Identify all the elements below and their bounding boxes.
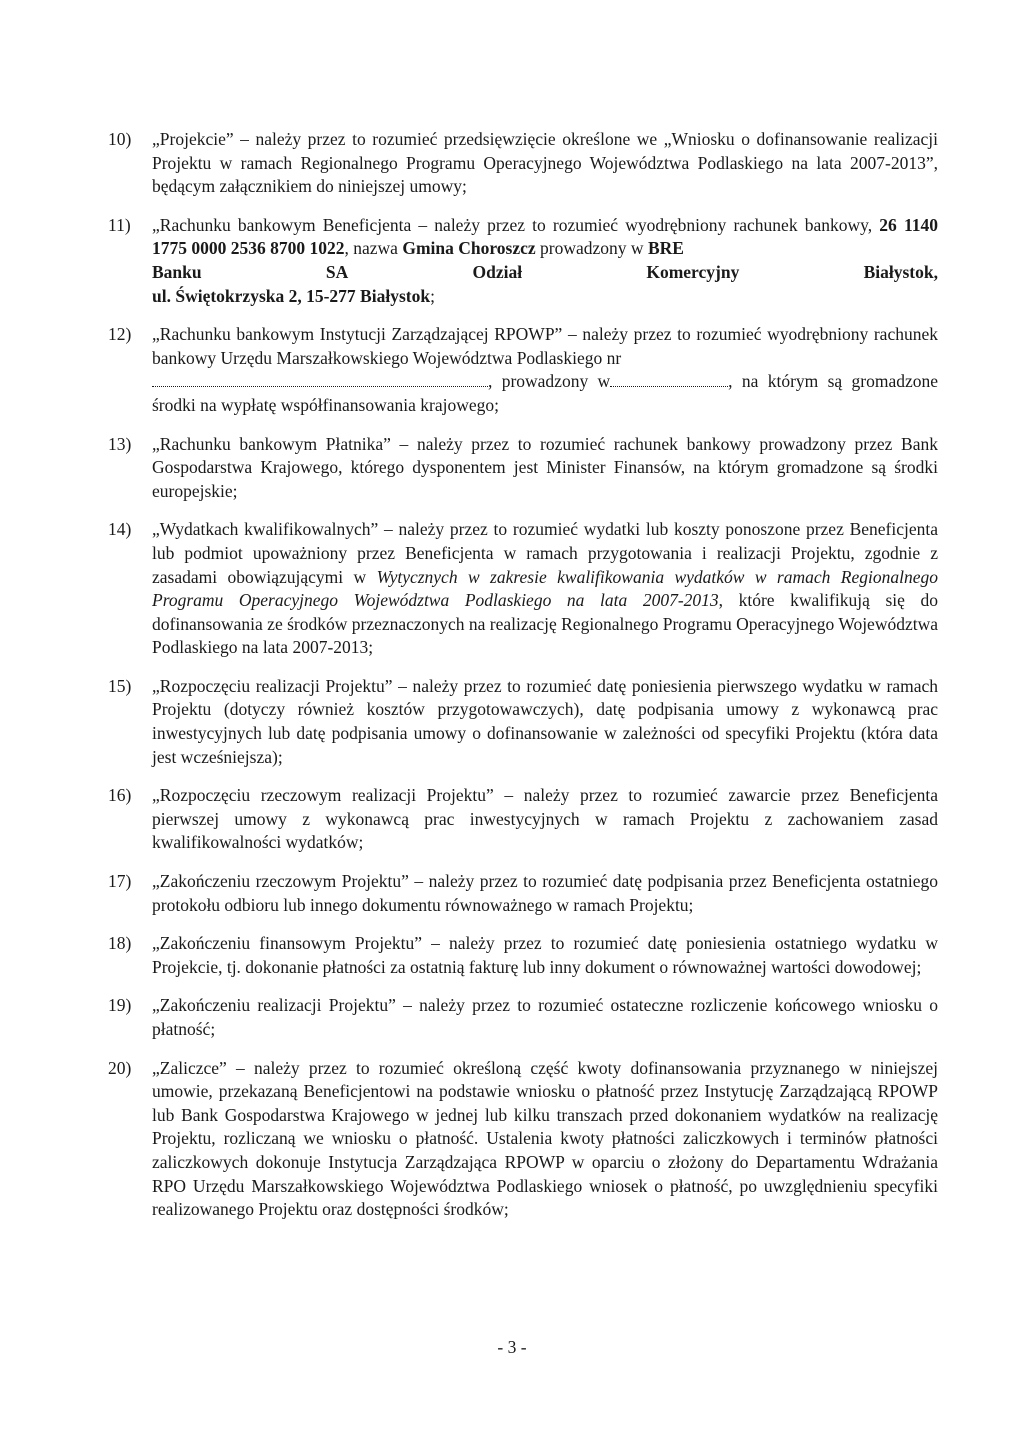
- item-text: „Projekcie” – należy przez to rozumieć przedsięwzięcie określone we „Wniosku o dofinansowanie realizacji Projektu w ramach Regionalnego Programu Operacyjnego Województwa Podlaskiego na lata 2007-2013”, będącym załącznikiem do niniejszej umowy;: [152, 129, 938, 197]
- item-number: 13): [108, 433, 132, 454]
- item-text-part: , nazwa: [344, 238, 403, 259]
- definition-item-11: [108, 214, 938, 308]
- definition-item-20: [108, 1057, 938, 1222]
- bank-address: ul. Świętokrzyska 2, 15-277 Białystok: [152, 285, 431, 306]
- item-text: „Rozpoczęciu rzeczowym realizacji Projektu” – należy przez to rozumieć zawarcie przez Beneficjenta pierwszej umowy z wykonawcą prac inwestycyjnych w ramach Projektu z zachowaniem zasad kwalifikowalności wydatków;: [152, 785, 938, 853]
- item-text: „Zakończeniu realizacji Projektu” – należy przez to rozumieć ostateczne rozliczenie końcowego wniosku o płatność;: [152, 995, 938, 1039]
- item-text-part: „Rachunku bankowym Beneficjenta – należy przez to rozumieć wyodrębniony rachunek bankowy,: [152, 214, 880, 235]
- item-text-part: , które kwalifikują się do dofinansowania ze środków przeznaczonych na realizację Regionalnego Programu Operacyjnego Województwa Podlaskiego na lata 2007-2013;: [152, 590, 938, 658]
- definition-item-12: [108, 323, 938, 417]
- item-text-part: , na którym są gromadzone środki na wypłatę współfinansowania krajowego;: [152, 371, 938, 415]
- item-text: „Rachunku bankowym Płatnika” – należy przez to rozumieć rachunek bankowy prowadzony przez Bank Gospodarstwa Krajowego, którego dysponentem jest Minister Finansów, na którym gromadzone są środki europejskie;: [152, 433, 938, 501]
- bank-name-first-word: BRE: [647, 238, 684, 259]
- definition-item-15: [108, 675, 938, 769]
- item-text: [152, 323, 938, 417]
- bank-name-line: [152, 261, 938, 285]
- definition-item-19: [108, 994, 938, 1041]
- item-text: [152, 214, 938, 261]
- definition-item-13: [108, 433, 938, 504]
- item-number: 20): [108, 1057, 132, 1078]
- guidelines-title: Wytycznych w zakresie kwalifikowania wydatków w ramach Regionalnego Programu Operacyjnego Województwa Podlaskiego na lata 2007-2013: [152, 566, 938, 611]
- item-text-part: „Rachunku bankowym Instytucji Zarządzającej RPOWP” – należy przez to rozumieć wyodrębniony rachunek bankowy Urzędu Marszałkowskiego Województwa Podlaskiego nr: [152, 324, 938, 368]
- item-number: 17): [108, 871, 132, 892]
- bank-word: Odział: [472, 261, 523, 282]
- item-number: 11): [108, 214, 131, 235]
- item-text-part: ;: [430, 285, 435, 306]
- blank-account-field: [152, 372, 488, 387]
- blank-bank-field: [610, 372, 728, 387]
- item-number: 19): [108, 995, 132, 1016]
- definition-item-14: [108, 518, 938, 660]
- definitions-list: [108, 128, 938, 1237]
- item-text-part: , prowadzony w: [488, 371, 611, 392]
- item-text: „Zakończeniu finansowym Projektu” – należy przez to rozumieć datę poniesienia ostatniego wydatku w Projekcie, tj. dokonanie płatności za ostatnią fakturę lub inny dokument o równoważnej wartości dowodowej;: [152, 933, 938, 977]
- item-number: 16): [108, 785, 132, 806]
- item-number: 15): [108, 675, 132, 696]
- beneficiary-name: Gmina Choroszcz: [402, 238, 536, 259]
- item-number: 10): [108, 129, 132, 149]
- item-text: „Zaliczce” – należy przez to rozumieć określoną część kwoty dofinansowania przyznanego w niniejszej umowie, przekazaną Beneficjentowi na podstawie wniosku o płatność przez Instytucję Zarządzającą RPOWP lub Bank Gospodarstwa Krajowego w jednej lub kilku transzach przed dokonaniem wydatków na realizację Projektu, rozliczaną we wniosku o płatność. Ustalenia kwoty płatności zaliczkowych i terminów płatności zaliczkowych dokonuje Instytucja Zarządzająca RPOWP w oparciu o złożony do Departamentu Wdrażania RPO Urzędu Marszałkowskiego Województwa Podlaskiego wniosek o płatność, po uwzględnieniu specyfiki realizowanego Projektu oraz dostępności środków;: [152, 1057, 938, 1220]
- item-text-part: prowadzony w: [535, 238, 648, 259]
- definition-item-10: [108, 128, 938, 199]
- page-number: - 3 -: [497, 1337, 527, 1357]
- definition-item-17: [108, 870, 938, 917]
- bank-word: Banku: [152, 261, 202, 282]
- item-text: „Zakończeniu rzeczowym Projektu” – należy przez to rozumieć datę podpisania przez Beneficjenta ostatniego protokołu odbioru lub innego dokumentu równoważnego w ramach Projektu;: [152, 871, 938, 915]
- definition-item-16: [108, 784, 938, 855]
- item-number: 12): [108, 324, 132, 345]
- bank-account-number: 26 1140 1775 0000 2536 8700 1022: [152, 214, 938, 259]
- item-text: [152, 518, 938, 660]
- item-number: 14): [108, 519, 132, 540]
- item-number: 18): [108, 933, 132, 954]
- item-text-part: „Wydatkach kwalifikowalnych” – należy przez to rozumieć wydatki lub koszty ponoszone przez Beneficjenta lub podmiot upoważniony przez Beneficjenta w ramach przygotowania i realizacji Projektu, zgodnie z zasadami obowiązującymi w: [152, 519, 938, 587]
- item-text: „Rozpoczęciu realizacji Projektu” – należy przez to rozumieć datę poniesienia pierwszego wydatku w ramach Projektu (dotyczy również kosztów przygotowawczych), datę podpisania umowy z wykonawcą prac inwestycyjnych lub datę podpisania umowy o dofinansowanie w zależności od specyfiki Projektu (która data jest wcześniejsza);: [152, 675, 938, 767]
- bank-word: SA: [325, 261, 349, 282]
- bank-word: Komercyjny: [646, 261, 740, 282]
- item-text-tail: [152, 285, 938, 309]
- bank-word: Białystok,: [863, 261, 938, 282]
- definition-item-18: [108, 932, 938, 979]
